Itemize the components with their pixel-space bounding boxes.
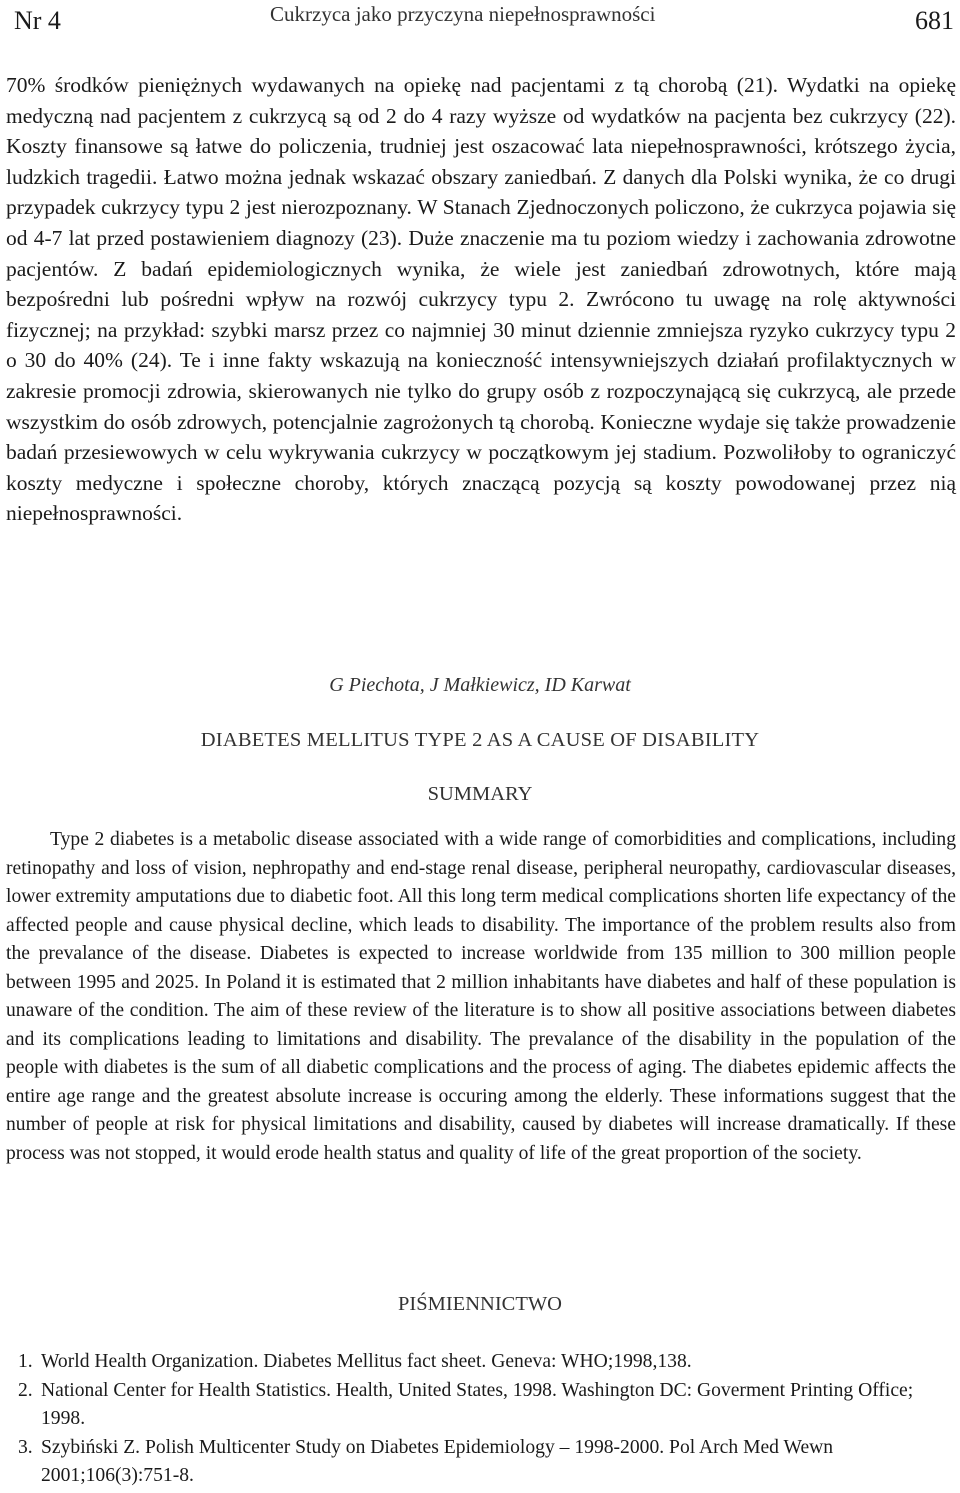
reference-number: 2.: [18, 1380, 33, 1401]
running-header: [0, 0, 960, 40]
references-list: [0, 1348, 958, 1491]
references-heading: PIŚMIENNICTWO: [398, 1293, 562, 1315]
page-number: 681: [915, 6, 954, 35]
authors: G Piechota, J Małkiewicz, ID Karwat: [329, 674, 631, 696]
reference-text: Szybiński Z. Polish Multicenter Study on Diabetes Epidemiology – 1998-2000. Pol Arch Med Wewn 2001;106(3):751-8.: [41, 1437, 834, 1486]
body-paragraph: 70% środków pieniężnych wydawanych na opiekę nad pacjentami z tą chorobą (21). Wydatki na opiekę medyczną nad pacjentem z cukrzycą są od 2 do 4 razy wyższe od wydatków na pacjenta bez cukrzycy (22). Koszty finansowe są łatwe do policzenia, trudniej jest oszacować lata niepełnosprawności, krótszego życia, ludzkich tragedii. Łatwo można jednak wskazać obszary zaniedbań. Z danych dla Polski wynika, że co drugi przypadek cukrzycy typu 2 jest nierozpoznany. W Stanach Zjednoczonych policzono, że cukrzyca pojawia się od 4-7 lat przed postawieniem diagnozy (23). Duże znaczenie ma tu poziom wiedzy i zachowania zdrowotne pacjentów. Z badań epidemiologicznych wynika, że wiele jest zaniedbań zdrowotnych, które mają bezpośredni lub pośredni wpływ na rozwój cukrzycy typu 2. Zwrócono tu uwagę na rolę aktywności fizycznej; na przykład: szybki marsz przez co najmniej 30 minut dziennie zmniejsza ryzyko cukrzycy typu 2 o 30 do 40% (24). Te i inne fakty wskazują na konieczność intensywniejszych działań profilaktycznych w zakresie promocji zdrowia, skierowanych nie tylko do grupy osób z rozpoczynającą się cukrzycą, ale przede wszystkim do osób zdrowych, potencjalnie zagrożonych tą chorobą. Konieczne wydaje się także prowadzenie badań przesiewowych w celu wykrywania cukrzycy w początkowym jej stadium. Pozwoliłoby to ograniczyć koszty medyczne i społeczne choroby, których znaczącą pozycją są koszty powodowanej przez nią niepełnosprawności.: [6, 73, 956, 526]
issue-number: Nr 4: [14, 6, 61, 35]
reference-text: National Center for Health Statistics. Health, United States, 1998. Washington DC: Goverment Printing Office; 1998.: [41, 1380, 914, 1429]
summary-text: Type 2 diabetes is a metabolic disease associated with a wide range of comorbidities and complications, including retinopathy and loss of vision, nephropathy and end-stage renal disease, peripheral neuropathy, cardiovascular diseases, lower extremity amputations due to diabetic foot. All this long term medical complications shorten life expectancy of the affected people and cause physical decline, which leads to disability. The importance of the problem results also from the prevalance of the disease. Diabetes is expected to increase worldwide from 135 million to 300 million people between 1995 and 2025. In Poland it is estimated that 2 million inhabitants have diabetes and half of these population is unaware of the condition. The aim of these review of the literature is to show all positive associations between diabetes and its complications leading to limitations and disability. The prevalance of the disability in the population of the people with diabetes is the sum of all diabetic complications and the process of aging. The diabetes epidemic affects the entire age range and the greatest absolute increase is occuring among the elderly. These informations suggest that the number of people at risk for physical limitations and disability, caused by diabetes will increase dramatically. If these process was not stopped, it would erode health status and quality of life of the great proportion of the society.: [6, 829, 956, 1164]
reference-item: [0, 1348, 958, 1376]
reference-number: 1.: [18, 1351, 33, 1372]
reference-item: [0, 1377, 958, 1433]
reference-text: World Health Organization. Diabetes Mellitus fact sheet. Geneva: WHO;1998,138.: [41, 1351, 692, 1372]
reference-number: 3.: [18, 1437, 33, 1458]
summary-heading: SUMMARY: [427, 783, 533, 805]
reference-item: [0, 1434, 958, 1490]
running-title: Cukrzyca jako przyczyna niepełnosprawności: [270, 2, 656, 26]
english-title: DIABETES MELLITUS TYPE 2 AS A CAUSE OF DISABILITY: [200, 729, 760, 751]
